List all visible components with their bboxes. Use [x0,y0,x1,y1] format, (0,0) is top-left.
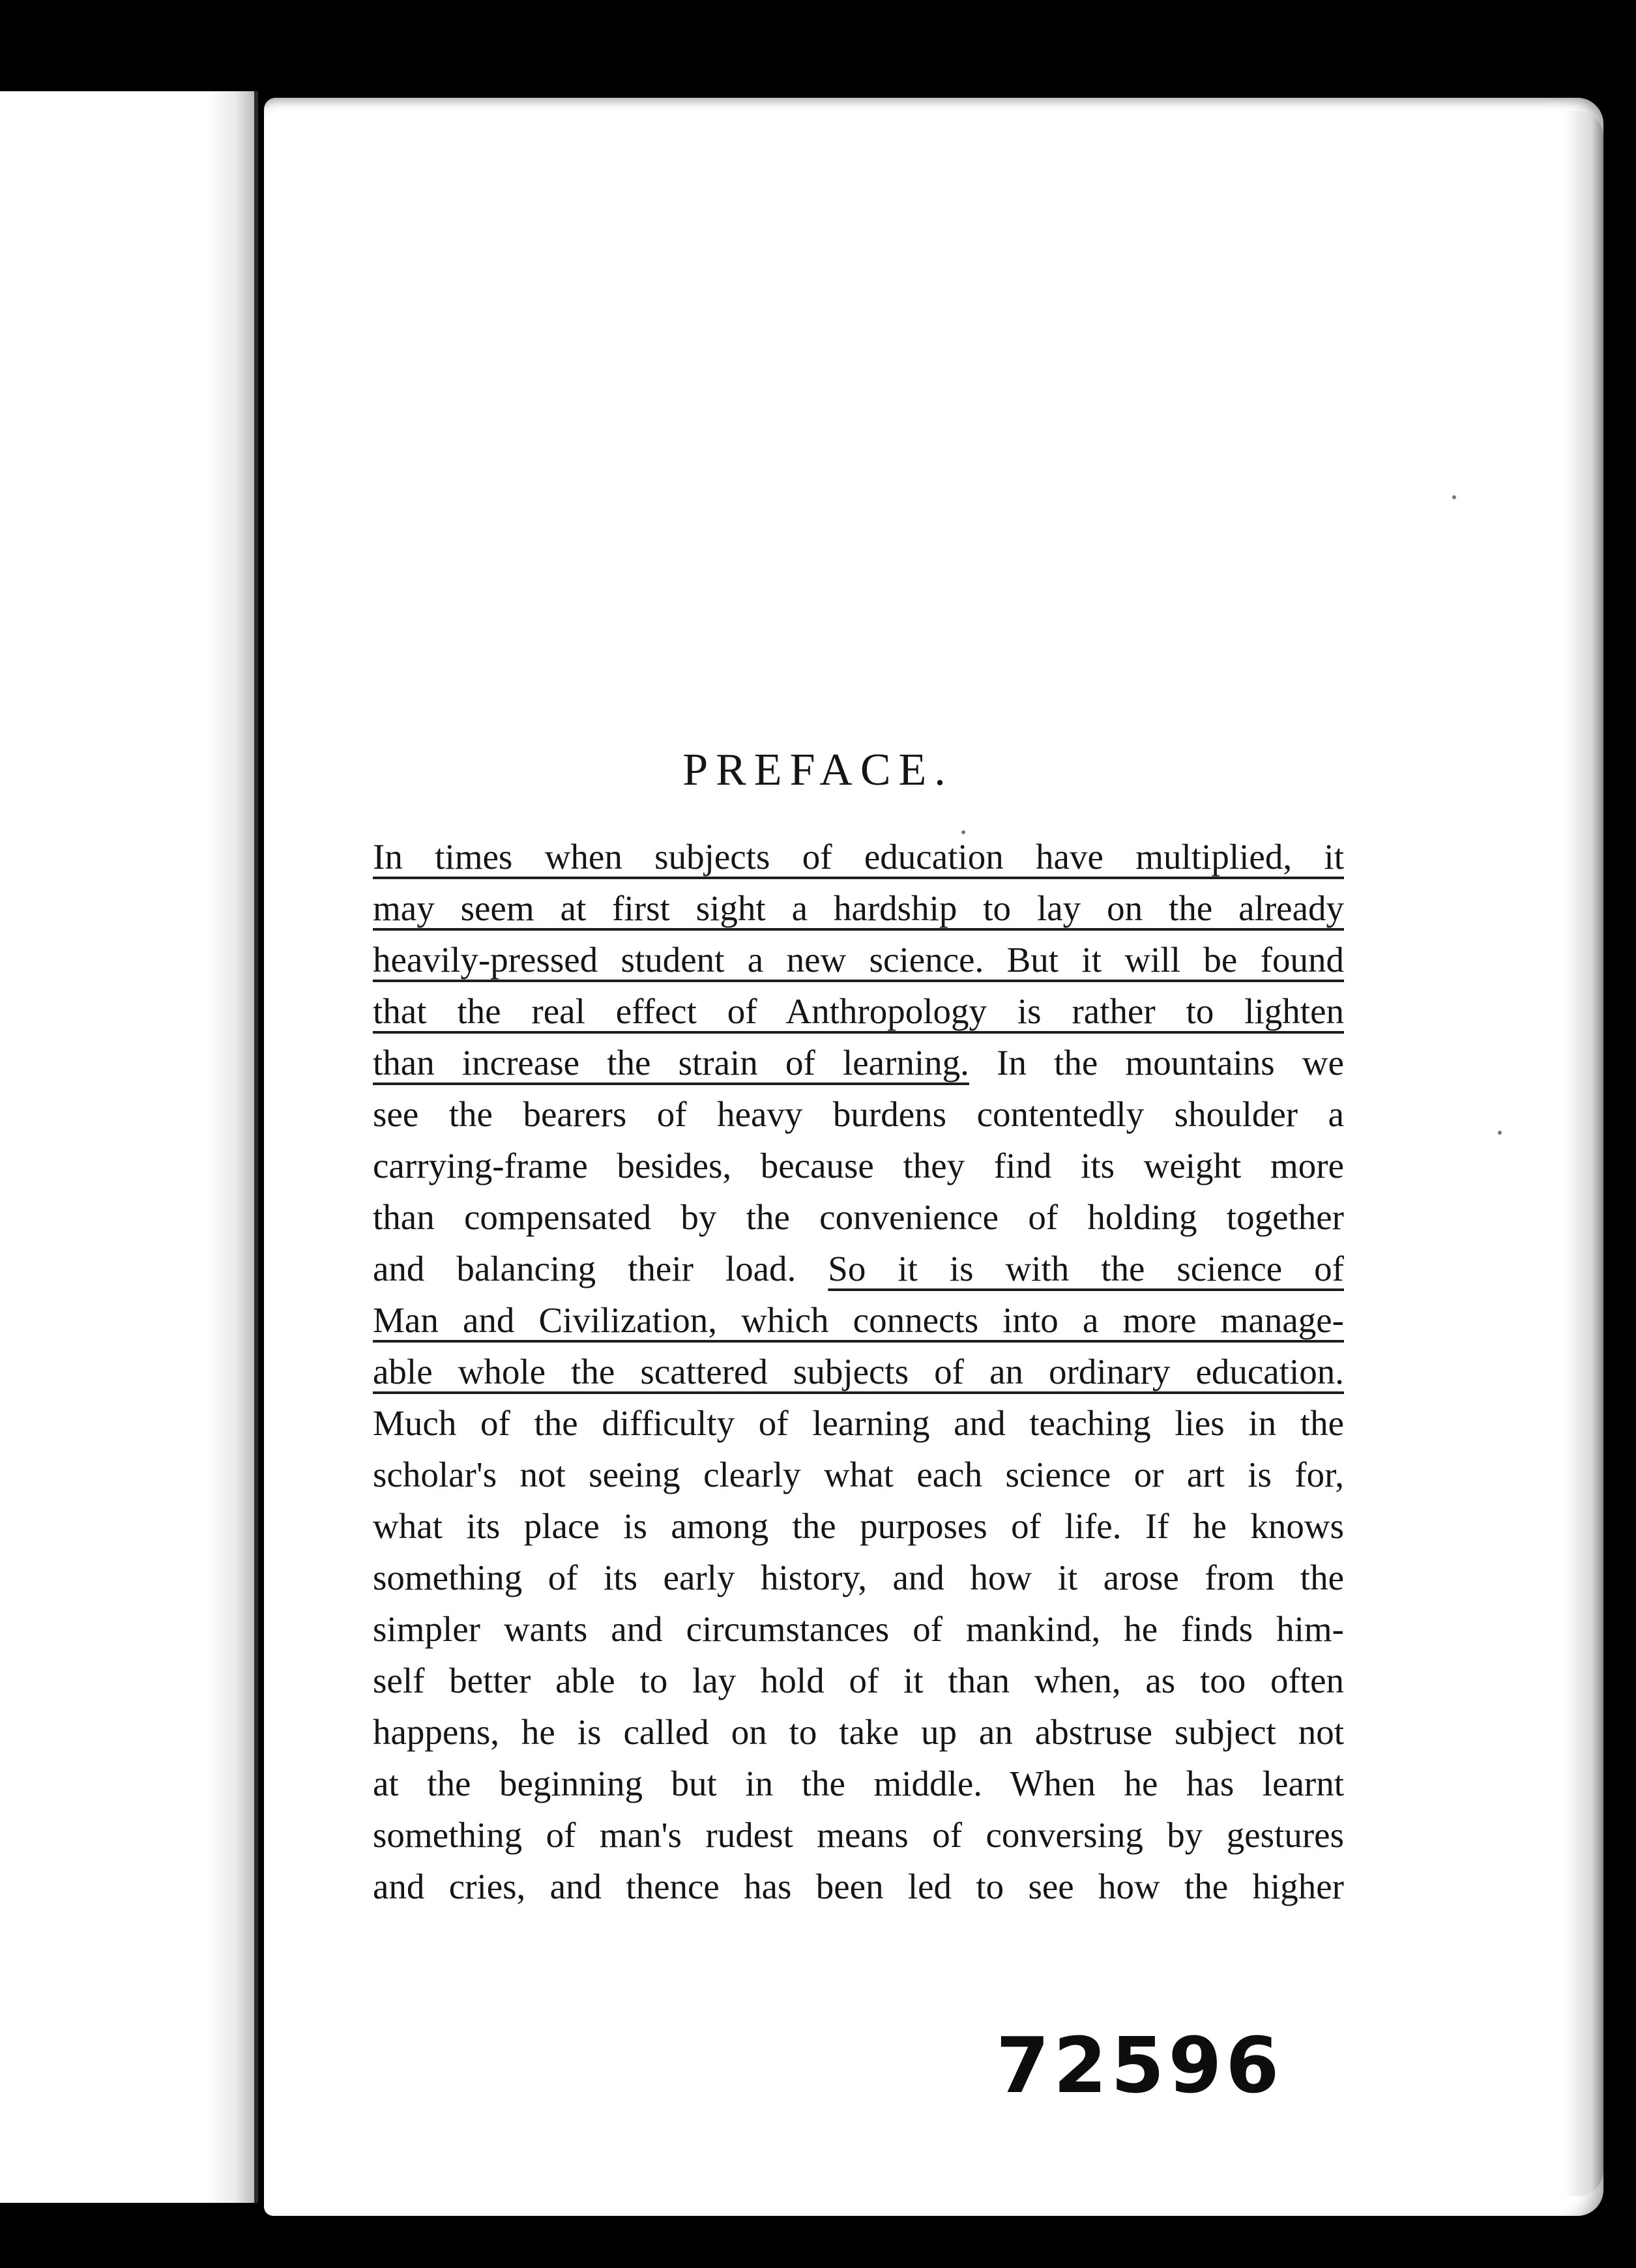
library-stamp-number: 72596 [996,2020,1283,2110]
text-line: In times when subjects of education have multiplied, it [373,837,1344,877]
text-line: that the real effect of Anthropology is rather to lighten [373,991,1344,1031]
text-line: self better able to lay hold of it than when, as too often [373,1661,1344,1700]
text-line: at the beginning but in the middle. When he has learnt [373,1764,1344,1803]
paper-speck [1498,1131,1502,1135]
text-line: carrying-frame besides, because they find its weight more [373,1146,1344,1185]
text-line: may seem at first sight a hardship to lay on the already [373,888,1344,928]
text-line: what its place is among the purposes of life. If he knows [373,1506,1344,1546]
text-line: simpler wants and circumstances of mankind, he finds him- [373,1609,1344,1649]
page-right-edge [1564,111,1603,2196]
text-line: than increase the strain of learning. In the mountains we [373,1043,1345,1083]
text-line: Man and Civilization, which connects into a more manage- [373,1300,1344,1340]
left-page-edge [0,91,258,2203]
text-line: something of its early history, and how it arose from the [373,1558,1344,1597]
text-line: and balancing their load. So it is with the science of [373,1249,1344,1288]
text-line: Much of the difficulty of learning and teaching lies in the [373,1403,1344,1443]
text-line: something of man's rudest means of conversing by gestures [373,1815,1344,1855]
text-line: than compensated by the convenience of holding together [373,1197,1344,1237]
page-title: PREFACE. [682,744,954,795]
text-line: able whole the scattered subjects of an ordinary education. [373,1352,1344,1391]
preface-body [373,831,1344,1912]
page-gutter [209,91,254,2203]
text-line: scholar's not seeing clearly what each science or art is for, [373,1455,1344,1494]
text-line: happens, he is called on to take up an abstruse subject not [373,1712,1344,1752]
text-line: see the bearers of heavy burdens contentedly shoulder a [373,1094,1344,1134]
paper-speck [1452,495,1456,499]
text-line: heavily-pressed student a new science. But it will be found [373,940,1344,980]
text-line: and cries, and thence has been led to see how the higher [373,1867,1344,1906]
